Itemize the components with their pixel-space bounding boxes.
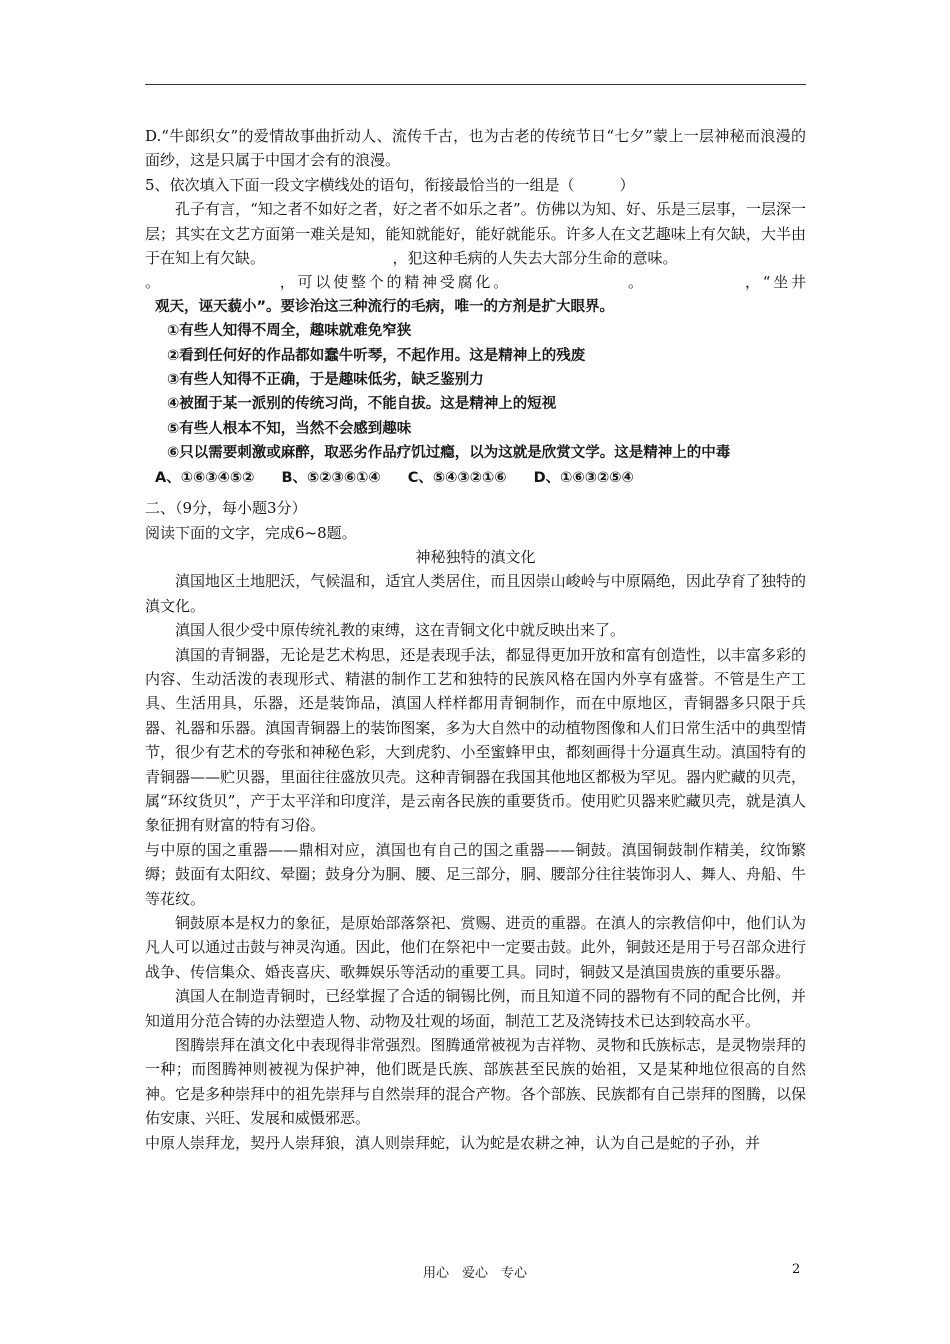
q5-item: ②看到任何好的作品都如蠢牛听琴，不起作用。这是精神上的残废 — [167, 347, 586, 364]
q5-item: ①有些人知得不周全，趣味就难免窄狭 — [167, 323, 412, 340]
choice-c: C、⑤④③②①⑥ — [407, 469, 507, 486]
article-paragraph: 滇国人在制造青铜时，已经掌握了合适的铜锡比例，而且知道不同的器物有不同的配合比例，并知道用分范合铸的办法塑造人物、动物及壮观的场面，制范工艺及浇铸技术已达到较高水平。 — [145, 987, 806, 1030]
footer-motto: 用心 爱心 专心 — [422, 1266, 527, 1281]
q5-choices — [145, 466, 806, 490]
page-number: 2 — [792, 1262, 801, 1277]
article-paragraph: 图腾崇拜在滇文化中表现得非常强烈。图腾通常被视为吉祥物、灵物和氏族标志，是灵物崇拜的一种；而图腾神则被视为保护神，他们既是氏族、部族甚至民族的始祖，又是某种地位很高的自然神。它是多种崇拜中的祖先崇拜与自然崇拜的混合产物。各个部族、民族都有自己崇拜的图腾，以保佑安康、兴旺、发展和威慑邪恶。 — [145, 1036, 806, 1128]
q5-item: ④被囿于某一派别的传统习尚，不能自拔。这是精神上的短视 — [167, 396, 557, 413]
section-instruction: 阅读下面的文字，完成6~8题。 — [145, 523, 357, 542]
q5-stem: 5、依次填入下面一段文字横线处的语句，衔接最恰当的一组是（ ） — [145, 175, 635, 194]
article-paragraph: 与中原的国之重器——鼎相对应，滇国也有自己的国之重器——铜鼓。滇国铜鼓制作精美，纹饰繁缛；鼓面有太阳纹、晕圈；鼓身分为胴、腰、足三部分，胴、腰部分往往装饰羽人、舞人、舟船、牛等花纹。 — [145, 840, 806, 908]
q5-blank-line: 。 ，可以使整个的精神受腐化。 。 ，“坐井 — [145, 273, 806, 292]
document-body — [145, 124, 806, 1155]
q5-passage-closing: 观天，诬天藐小”。要诊治这三种流行的毛病，唯一的方剂是扩大眼界。 — [155, 298, 615, 315]
article-paragraph: 滇国人很少受中原传统礼教的束缚，这在青铜文化中就反映出来了。 — [175, 621, 626, 640]
article-paragraph: 滇国地区土地肥沃，气候温和，适宜人类居住，而且因崇山峻岭与中原隔绝，因此孕育了独特的滇文化。 — [145, 572, 806, 615]
article-title: 神秘独特的滇文化 — [415, 547, 536, 566]
article-paragraph: 中原人崇拜龙，契丹人崇拜狼，滇人则崇拜蛇，认为蛇是农耕之神，认为自己是蛇的子孙，并 — [145, 1133, 761, 1152]
choice-a: A、①⑥③④⑤② — [155, 469, 255, 486]
q5-item: ③有些人知得不正确，于是趣味低劣，缺乏鉴别力 — [167, 372, 484, 389]
q5-item: ⑤有些人根本不知，当然不会感到趣味 — [167, 420, 412, 437]
q5-passage: 孔子有言，“知之者不如好之者，好之者不如乐之者”。仿佛以为知、好、乐是三层事，一层深一层；其实在文艺方面第一难关是知，能知就能好，能好就能乐。许多人在文艺趣味上有欠缺，大半由于在知上有欠缺。 ，犯这种毛病的人失去大部分生命的意味。 — [145, 200, 806, 268]
choice-d: D、①⑥③②⑤④ — [533, 469, 634, 486]
article-paragraph: 铜鼓原本是权力的象征，是原始部落祭祀、赏赐、进贡的重器。在滇人的宗教信仰中，他们认为凡人可以通过击鼓与神灵沟通。因此，他们在祭祀中一定要击鼓。此外，铜鼓还是用于号召部众进行战争、传信集众、婚丧喜庆、歌舞娱乐等活动的重要工具。同时，铜鼓又是滇国贵族的重要乐器。 — [145, 914, 806, 981]
article-paragraph: 滇国的青铜器，无论是艺术构思，还是表现手法，都显得更加开放和富有创造性，以丰富多彩的内容、生动活泼的表现形式、精湛的制作工艺和独特的民族风格在国内外享有盛誉。不管是生产工具、生活用具，乐器，还是装饰品，滇国人样样都用青铜制作，而在中原地区，青铜器多只限于兵器、礼器和乐器。滇国青铜器上的装饰图案，多为大自然中的动植物图像和人们日常生活中的典型情节，很少有艺术的夸张和神秘色彩，大到虎豹、小至蜜蜂甲虫，都刻画得十分逼真生动。滇国特有的青铜器——贮贝器，里面往往盛放贝壳。这种青铜器在我国其他地区都极为罕见。器内贮藏的贝壳，属“环纹货贝”，产于太平洋和印度洋，是云南各民族的重要货币。使用贮贝器来贮藏贝壳，就是滇人象征拥有财富的特有习俗。 — [145, 645, 806, 835]
q5-options-block — [145, 295, 806, 490]
q5-item: ⑥只以需要刺激或麻醉，取恶劣作品疗饥过瘾，以为这就是欣赏文学。这是精神上的中毒 — [167, 445, 731, 462]
header-rule — [145, 84, 806, 85]
section-heading: 二、（9分，每小题3分） — [145, 499, 307, 518]
choice-b: B、⑤②③⑥①④ — [281, 469, 381, 486]
q4-option-d: D.“牛郎织女”的爱情故事曲折动人、流传千古，也为古老的传统节日“七夕”蒙上一层神秘而浪漫的面纱，这是只属于中国才会有的浪漫。 — [145, 127, 806, 170]
